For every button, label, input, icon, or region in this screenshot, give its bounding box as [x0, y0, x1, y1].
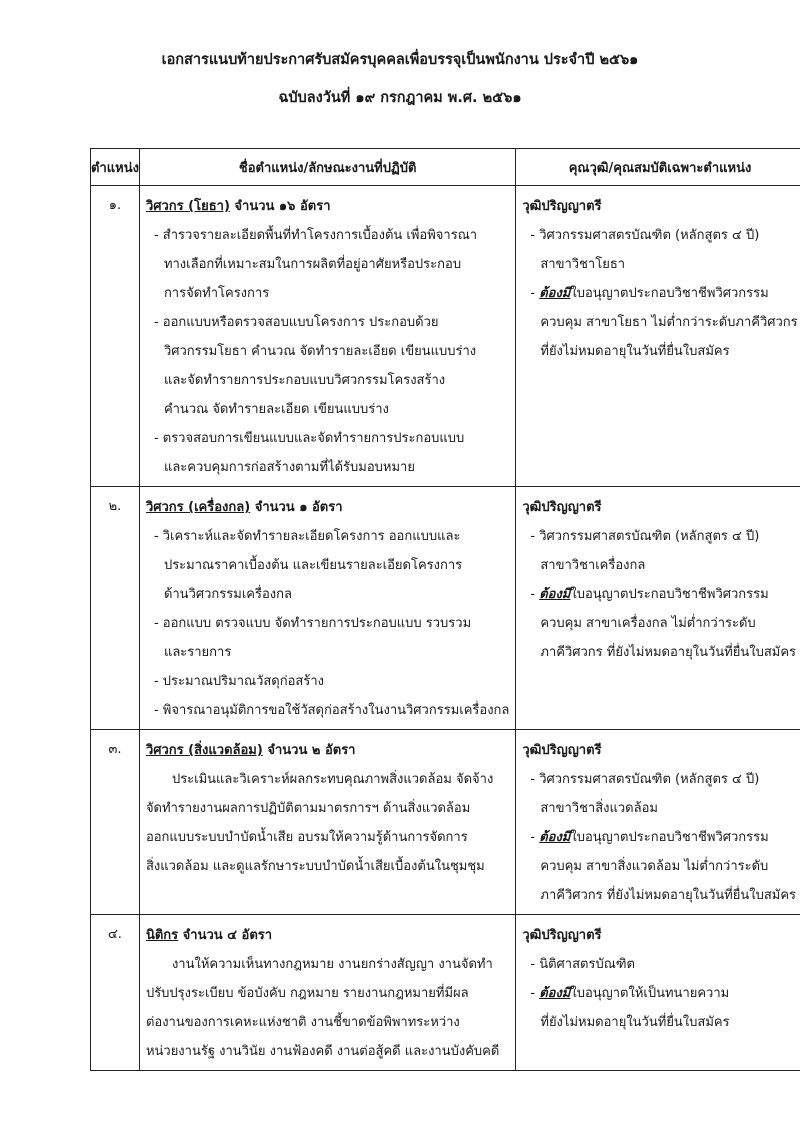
requirement-line: [522, 308, 797, 337]
position-cell: [140, 915, 515, 1070]
document-date: ฉบับลงวันที่ ๑๙ กรกฎาคม พ.ศ. ๒๕๖๑: [278, 90, 522, 106]
position-description: [139, 487, 515, 730]
requirement-text: สาขาวิชาเครื่องกล: [540, 558, 646, 573]
duty-line: - ตรวจสอบการเขียนแบบและจัดทำรายการประกอบแบบ: [153, 431, 465, 446]
requirement-line: [522, 551, 797, 580]
requirement-text: สาขาวิชาสิ่งแวดล้อม: [540, 801, 658, 816]
requirement-text: ที่ยังไม่หมดอายุในวันที่ยื่นใบสมัคร: [540, 1015, 730, 1030]
position-heading: [146, 493, 509, 522]
qualification-cell: [516, 730, 800, 914]
requirement-line: [522, 765, 797, 794]
requirement-text: - วิศวกรรมศาสตรบัณฑิต (หลักสูตร ๔ ปี): [530, 772, 760, 787]
requirement-line: [522, 337, 797, 366]
requirement-text: ใบอนุญาตประกอบวิชาชีพวิศวกรรม: [570, 286, 769, 301]
position-number: ๑.: [91, 186, 140, 487]
position-heading: [146, 921, 509, 950]
table-row: [91, 186, 800, 487]
qualification-cell: [516, 915, 800, 1041]
table-header-row: [91, 149, 800, 186]
duty-line: ทางเลือกที่เหมาะสมในการผลิตที่อยู่อาศัยหรือประกอบ: [163, 257, 462, 272]
requirement-line: [522, 794, 797, 823]
position-title: นิติกร: [145, 928, 179, 943]
requirement-text: ภาคีวิศวกร ที่ยังไม่หมดอายุในวันที่ยื่นใบสมัคร: [540, 645, 797, 660]
requirement-dash: -: [530, 286, 540, 301]
requirement-must: ต้องมี: [539, 587, 571, 602]
requirement-line: [522, 522, 797, 551]
requirement-text: ควบคุม สาขาสิ่งแวดล้อม ไม่ต่ำกว่าระดับ: [540, 859, 769, 874]
requirement-line: [522, 950, 797, 979]
requirement-text: ใบอนุญาตให้เป็นทนายความ: [570, 986, 730, 1001]
requirement-must: ต้องมี: [539, 286, 571, 301]
requirement-dash: -: [530, 986, 540, 1001]
position-count: จำนวน ๒ อัตรา: [262, 743, 356, 758]
duty-paragraph-line: งานให้ความเห็นทางกฎหมาย งานยกร่างสัญญา งานจัดทำ: [171, 957, 493, 972]
qualification-description: [516, 915, 800, 1071]
requirement-line: [522, 221, 797, 250]
duty-line: - พิจารณาอนุมัติการขอใช้วัสดุก่อสร้างในงานวิศวกรรมเครื่องกล: [153, 703, 510, 718]
qualification-degree: วุฒิปริญญาตรี: [522, 199, 602, 214]
duty-line: ด้านวิศวกรรมเครื่องกล: [163, 587, 292, 602]
requirement-line: [522, 638, 797, 667]
header-qualifications: คุณวุฒิ/คุณสมบัติเฉพาะตำแหน่ง: [516, 149, 800, 186]
duty-line: และควบคุมการก่อสร้างตามที่ได้รับมอบหมาย: [163, 460, 415, 475]
table-row: [91, 487, 800, 730]
requirement-line: [522, 1008, 797, 1037]
duty-paragraph-line: ออกแบบระบบบำบัดน้ำเสีย อบรมให้ความรู้ด้านการจัดการ: [145, 830, 468, 845]
position-cell: [140, 487, 515, 729]
qualification-degree: วุฒิปริญญาตรี: [522, 500, 602, 515]
duty-paragraph-line: ต่องานของการเคหะแห่งชาติ งานชี้ขาดข้อพิพาทระหว่าง: [145, 1015, 460, 1030]
positions-table: [90, 148, 800, 1071]
position-cell: [140, 186, 515, 486]
position-title: วิศวกร (โยธา): [145, 199, 230, 214]
header-position-no: ตำแหน่ง: [91, 149, 140, 186]
requirement-line: [522, 823, 797, 852]
requirement-line: [522, 881, 797, 910]
duty-line: และจัดทำรายการประกอบแบบวิศวกรรมโครงสร้าง: [163, 373, 446, 388]
qualification-description: [516, 487, 800, 730]
duty-paragraph-line: ประเมินและวิเคราะห์ผลกระทบคุณภาพสิ่งแวดล้อม จัดจ้าง: [171, 772, 494, 787]
duty-line: คำนวณ จัดทำรายละเอียด เขียนแบบร่าง: [163, 402, 389, 417]
position-heading: [146, 192, 509, 221]
duty-line: - สำรวจรายละเอียดพื้นที่ทำโครงการเบื้องต้น เพื่อพิจารณา: [153, 228, 478, 243]
duty-line: และรายการ: [163, 645, 232, 660]
requirement-must: ต้องมี: [539, 830, 571, 845]
position-heading: [146, 736, 509, 765]
requirement-line: [522, 609, 797, 638]
requirement-text: - นิติศาสตรบัณฑิต: [530, 957, 635, 972]
requirement-text: ควบคุม สาขาเครื่องกล ไม่ต่ำกว่าระดับ: [540, 616, 756, 631]
requirement-text: - วิศวกรรมศาสตรบัณฑิต (หลักสูตร ๔ ปี): [530, 228, 760, 243]
requirement-text: สาขาวิชาโยธา: [540, 257, 626, 272]
qualification-cell: [516, 487, 800, 671]
requirement-dash: -: [530, 587, 540, 602]
requirement-text: ควบคุม สาขาโยธา ไม่ต่ำกว่าระดับภาคีวิศวกร: [540, 315, 798, 330]
requirement-text: - วิศวกรรมศาสตรบัณฑิต (หลักสูตร ๔ ปี): [530, 529, 760, 544]
requirement-must: ต้องมี: [539, 986, 571, 1001]
table-row: [91, 730, 800, 915]
requirement-text: ที่ยังไม่หมดอายุในวันที่ยื่นใบสมัคร: [540, 344, 730, 359]
position-number: ๓.: [91, 730, 140, 915]
position-description: [139, 186, 515, 487]
duty-paragraph-line: จัดทำรายงานผลการปฏิบัติตามมาตรการฯ ด้านสิ่งแวดล้อม: [145, 801, 471, 816]
qualification-description: [516, 730, 800, 915]
duty-line: การจัดทำโครงการ: [163, 286, 270, 301]
position-title: วิศวกร (สิ่งแวดล้อม): [145, 743, 263, 758]
requirement-dash: -: [530, 830, 540, 845]
requirement-text: ภาคีวิศวกร ที่ยังไม่หมดอายุในวันที่ยื่นใบสมัคร: [540, 888, 797, 903]
duty-line: - ออกแบบหรือตรวจสอบแบบโครงการ ประกอบด้วย: [153, 315, 439, 330]
requirement-line: [522, 852, 797, 881]
duty-paragraph-line: ปรับปรุงระเบียบ ข้อบังคับ กฎหมาย รายงานกฎหมายที่มีผล: [145, 986, 469, 1001]
position-count: จำนวน ๔ อัตรา: [178, 928, 273, 943]
position-cell: [140, 730, 515, 885]
qualification-description: [516, 186, 800, 487]
duty-line: วิศวกรรมโยธา คำนวณ จัดทำรายละเอียด เขียนแบบร่าง: [163, 344, 477, 359]
duty-line: - ออกแบบ ตรวจแบบ จัดทำรายการประกอบแบบ รวบรวม: [153, 616, 472, 631]
qualification-degree: วุฒิปริญญาตรี: [522, 743, 602, 758]
requirement-line: [522, 279, 797, 308]
qualification-degree: วุฒิปริญญาตรี: [522, 928, 602, 943]
qualification-cell: [516, 186, 800, 370]
duty-line: - ประมาณปริมาณวัสดุก่อสร้าง: [153, 674, 324, 689]
requirement-line: [522, 979, 797, 1008]
position-count: จำนวน ๑๖ อัตรา: [229, 199, 331, 214]
duty-paragraph-line: หน่วยงานรัฐ งานวินัย งานฟ้องคดี งานต่อสู้คดี และงานบังคับคดี: [145, 1044, 500, 1059]
document-title: เอกสารแนบท้ายประกาศรับสมัครบุคคลเพื่อบรรจุเป็นพนักงาน ประจำปี ๒๕๖๑: [161, 52, 639, 68]
requirement-text: ใบอนุญาตประกอบวิชาชีพวิศวกรรม: [570, 587, 769, 602]
requirement-text: ใบอนุญาตประกอบวิชาชีพวิศวกรรม: [570, 830, 769, 845]
position-count: จำนวน ๑ อัตรา: [250, 500, 343, 515]
header-position-duties: ชื่อตำแหน่ง/ลักษณะงานที่ปฏิบัติ: [139, 149, 515, 186]
duty-paragraph-line: สิ่งแวดล้อม และดูแลรักษาระบบบำบัดน้ำเสียเบื้องต้นในชุมชุม: [145, 859, 485, 874]
position-number: ๒.: [91, 487, 140, 730]
position-description: [139, 730, 515, 915]
table-row: [91, 915, 800, 1071]
requirement-line: [522, 580, 797, 609]
position-description: [139, 915, 515, 1071]
duty-line: ประมาณราคาเบื้องต้น และเขียนรายละเอียดโครงการ: [163, 558, 463, 573]
position-title: วิศวกร (เครื่องกล): [145, 500, 251, 515]
position-number: ๔.: [91, 915, 140, 1071]
requirement-line: [522, 250, 797, 279]
duty-line: - วิเคราะห์และจัดทำรายละเอียดโครงการ ออกแบบและ: [153, 529, 461, 544]
